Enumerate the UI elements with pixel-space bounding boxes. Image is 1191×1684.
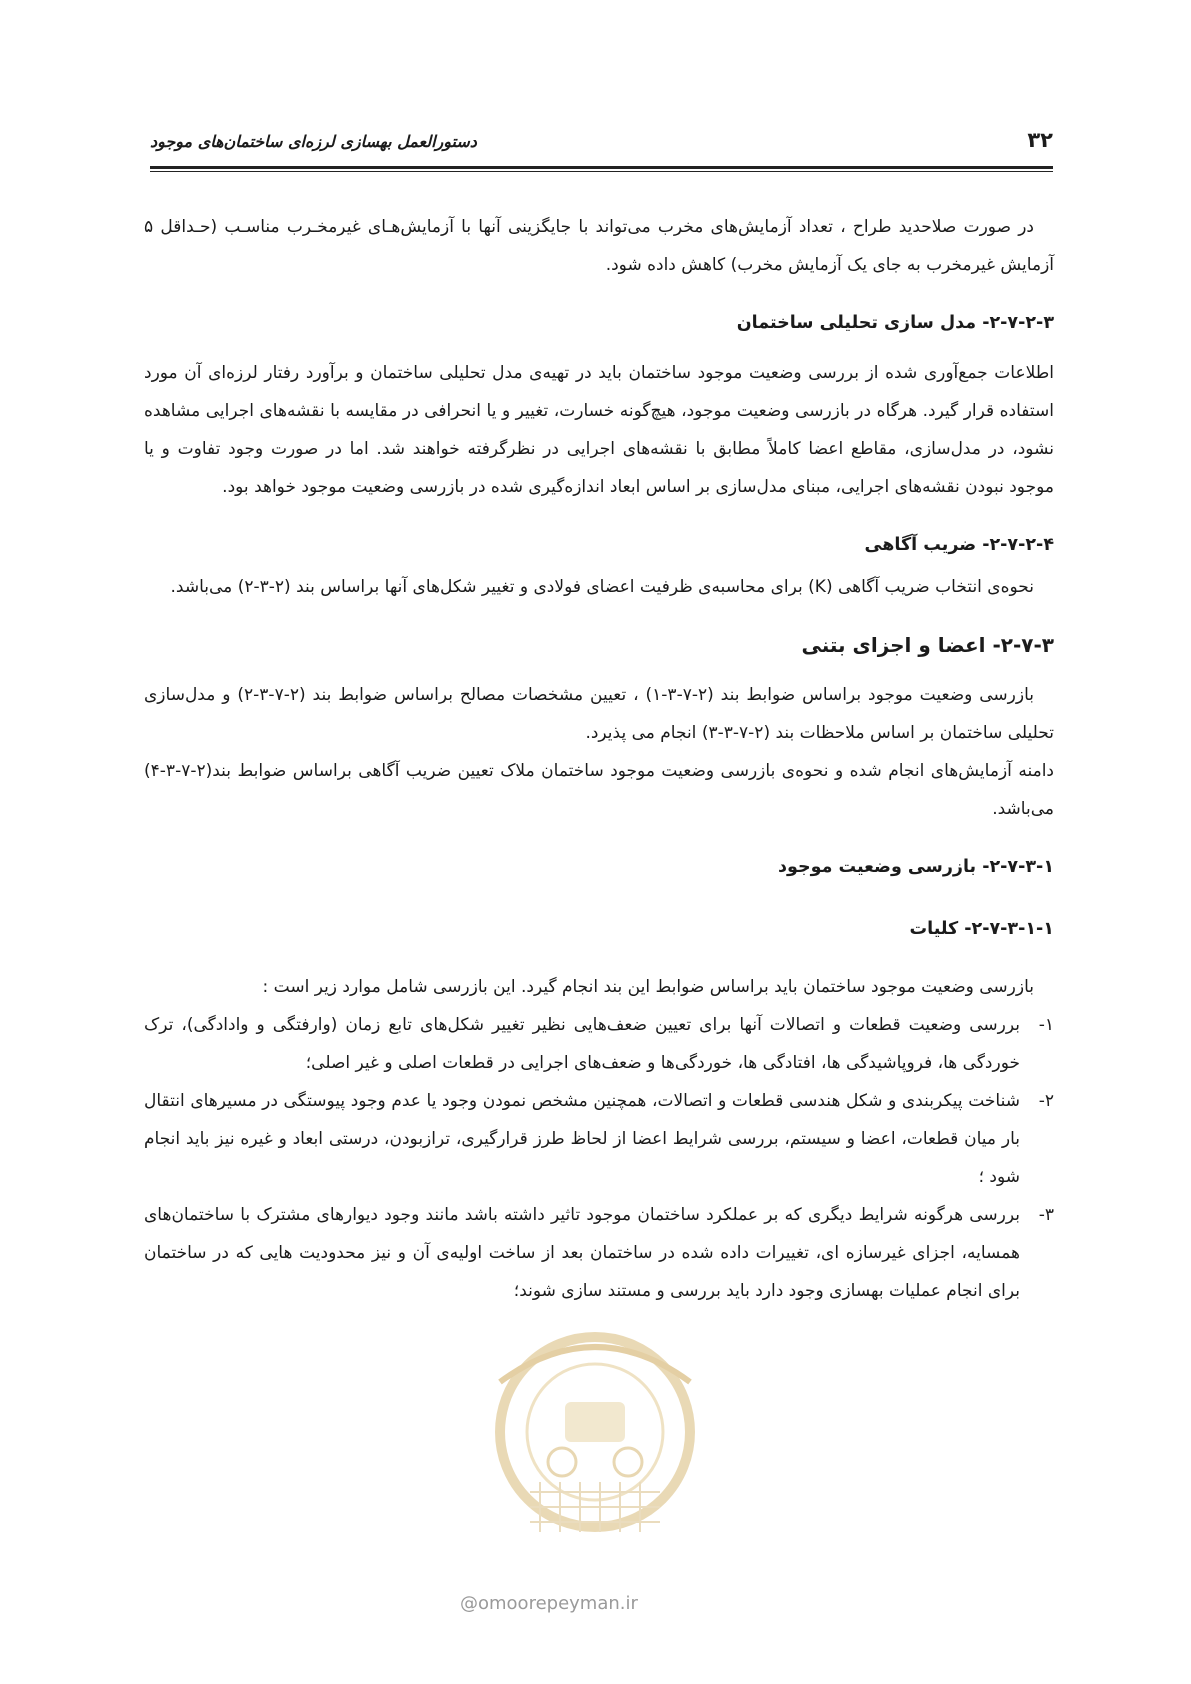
heading-existing-condition: ۲-۷-۳-۱- بازرسی وضعیت موجود [778,857,1054,877]
header-rule-thin [150,171,1053,172]
page-body [144,208,1054,1310]
list-item-number: ۳- [1038,1205,1054,1225]
modeling-paragraph: اطلاعات جمع‌آوری شده از بررسی وضعیت موجود ساختمان باید در تهیه‌ی مدل تحلیلی ساختمان و برآورد رفتار لرزه‌ای آن مورد استفاده قرار گیرد. هرگاه در بازرسی وضعیت موجود، هیچ‌گونه خسارت، تغییر و یا انحرافی در مقایسه با نقشه‌های اجرایی مشاهده نشود، در مدل‌سازی، مقاطع اعضا کاملاً مطابق با نقشه‌های اجرایی در نظرگرفته خواهند شد. اما در صورت وجود تفاوت و یا موجود نبودن نقشه‌های اجرایی، مبنای مدل‌سازی بر اساس ابعاد اندازه‌گیری شده در بازرسی وضعیت موجود خواهد بود. [144,363,1054,497]
list-item-text: بررسی هرگونه شرایط دیگری که بر عملکرد ساختمان موجود تاثیر داشته باشد مانند وجود دیوارهای مشترک با ساختمان‌های همسایه، اجزای غیرسازه ای، تغییرات داده شده در ساختمان بعد از ساخت اولیه‌ی آن و نیز محدودیت هایی که در ساختمان برای انجام عملیات بهسازی وجود دارد باید بررسی و مستند سازی شوند؛ [144,1205,1020,1301]
list-item-text: شناخت پیکربندی و شکل هندسی قطعات و اتصالات، همچنین مشخص نمودن وجود یا عدم وجود پیوستگی در مسیرهای انتقال بار میان قطعات، اعضا و سیستم، بررسی شرایط اعضا از لحاظ طرز قرارگیری، ترازبودن، درستی ابعاد و غیره نیز باید انجام شود ؛ [144,1091,1020,1187]
header-rule-thick [150,166,1053,169]
list-item-number: ۱- [1038,1015,1054,1035]
concrete-paragraph-1: بازرسی وضعیت موجود براساس ضوابط بند (۲-۷-۳-۱) ، تعیین مشخصات مصالح براساس ضوابط بند (۲-۷-۳-۲) و مدل‌سازی تحلیلی ساختمان بر اساس ملاحظات بند (۲-۷-۳-۳) انجام می پذیرد. [144,685,1054,743]
list-item [144,1006,1054,1082]
list-item [144,1196,1054,1310]
knowledge-paragraph: نحوه‌ی انتخاب ضریب آگاهی (K) برای محاسبه‌ی ظرفیت اعضای فولادی و تغییر شکل‌های آنها براساس بند (۲-۳-۲) می‌باشد. [170,577,1034,597]
page-number: ۳۲ [1027,128,1053,152]
watermark-logo [470,1322,720,1552]
heading-knowledge-factor: ۲-۷-۲-۴- ضریب آگاهی [864,535,1054,555]
page-header [150,126,1053,166]
concrete-paragraph-2: دامنه آزمایش‌های انجام شده و نحوه‌ی بازرسی وضعیت موجود ساختمان ملاک تعیین ضریب آگاهی براساس ضوابط بند(۲-۷-۳-۴) می‌باشد. [144,761,1054,819]
general-paragraph: بازرسی وضعیت موجود ساختمان باید براساس ضوابط این بند انجام گیرد. این بازرسی شامل موارد زیر است : [262,977,1034,997]
intro-paragraph: در صورت صلاحدید طراح ، تعداد آزمایش‌های مخرب می‌تواند با جایگزینی آنها با آزمایش‌هـای غیرمخـرب مناسـب (حـداقل ۵ آزمایش غیرمخرب به جای یک آزمایش مخرب) کاهش داده شود. [144,217,1054,275]
list-item [144,1082,1054,1196]
heading-analytical-modeling: ۲-۷-۲-۳- مدل سازی تحلیلی ساختمان [736,313,1054,333]
running-title: دستورالعمل بهسازی لرزه‌ای ساختمان‌های موجود [150,132,477,151]
heading-concrete-members: ۲-۷-۳- اعضا و اجزای بتنی [801,633,1054,657]
heading-general: ۲-۷-۳-۱-۱- کلیات [909,919,1054,939]
list-item-number: ۲- [1038,1091,1054,1111]
watermark-text: @omoorepeyman.ir [460,1593,638,1614]
list-item-text: بررسی وضعیت قطعات و اتصالات آنها برای تعیین ضعف‌هایی نظیر تغییر شکل‌های تابع زمان (وارفتگی و وادادگی)، ترک خوردگی ها، فروپاشیدگی ها، افتادگی ها، خوردگی‌ها و ضعف‌های اجرایی در قطعات اصلی و غیر اصلی؛ [144,1015,1020,1073]
